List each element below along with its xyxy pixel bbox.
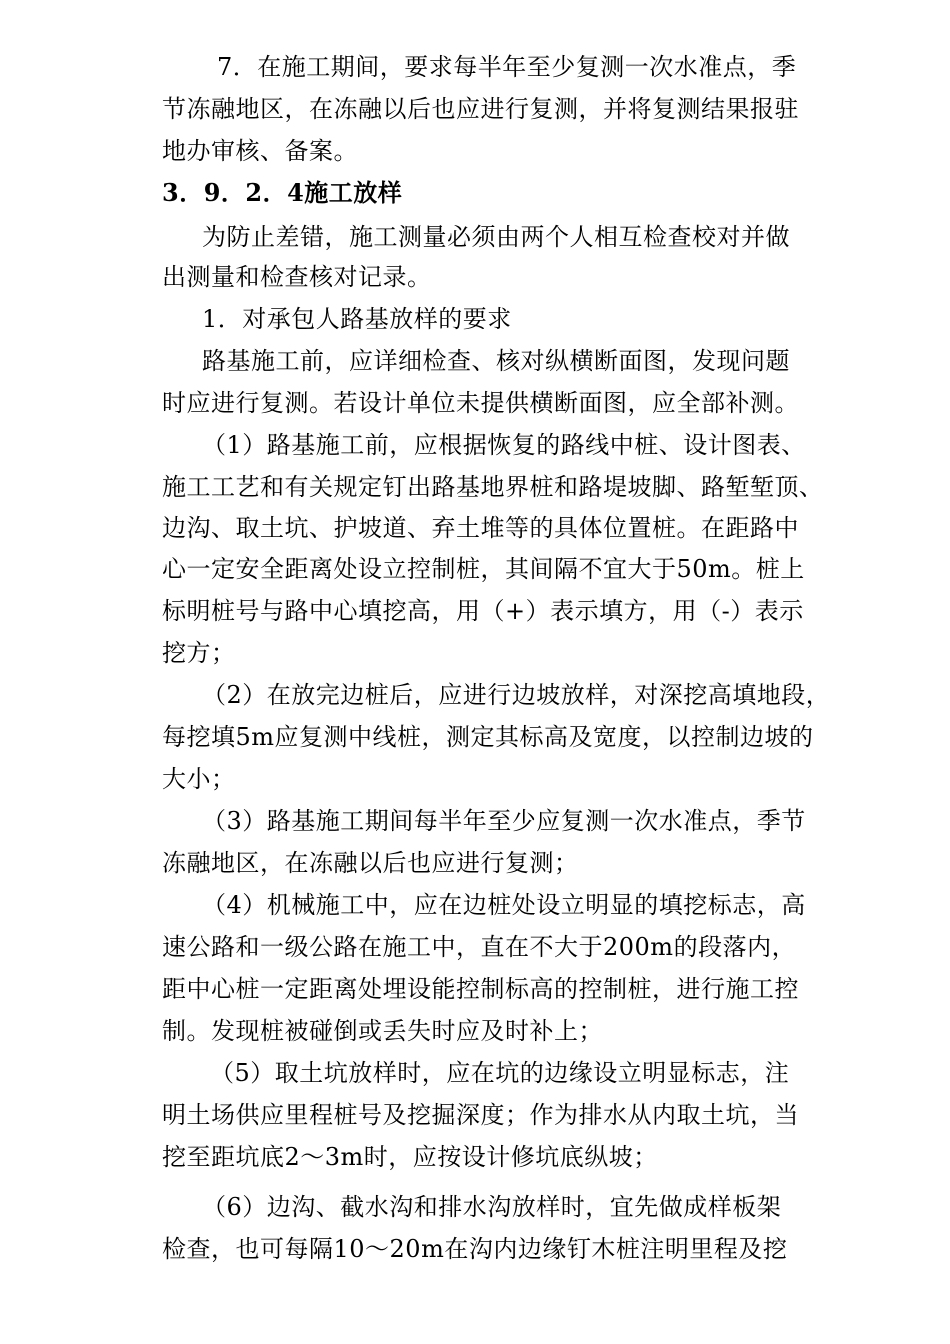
item-1-line-2: 施工工艺和有关规定钉出路基地界桩和路堤坡脚、路堑堑顶、: [162, 473, 824, 501]
paragraph-7-line-1: 7．在施工期间，要求每半年至少复测一次水准点，季: [217, 53, 797, 81]
req-intro-line-2: 时应进行复测。若设计单位未提供横断面图，应全部补测。: [162, 389, 799, 417]
req-intro-line-1: 路基施工前，应详细检查、核对纵横断面图，发现问题: [202, 347, 790, 375]
subheading-1: 1．对承包人路基放样的要求: [202, 305, 512, 333]
item-3-line-2: 冻融地区，在冻融以后也应进行复测；: [162, 849, 579, 877]
item-5-line-2: 明土场供应里程桩号及挖掘深度；作为排水从内取土坑，当: [162, 1101, 799, 1129]
item-6-line-2: 检查，也可每隔10～20m在沟内边缘钉木桩注明里程及挖: [162, 1235, 788, 1263]
paragraph-7-line-2: 节冻融地区，在冻融以后也应进行复测，并将复测结果报驻: [162, 95, 799, 123]
paragraph-7-line-3: 地办审核、备案。: [162, 137, 358, 165]
item-4-line-1: （4）机械施工中，应在边桩处设立明显的填挖标志，高: [202, 891, 806, 919]
section-heading: 3．9．2．4施工放样: [162, 178, 403, 207]
item-4-line-2: 速公路和一级公路在施工中，直在不大于200m的段落内，: [162, 933, 797, 961]
item-2-line-1: （2）在放完边桩后，应进行边坡放样，对深挖高填地段，: [202, 681, 831, 709]
item-2-line-2: 每挖填5m应复测中线桩，测定其标高及宽度，以控制边坡的: [162, 723, 814, 751]
item-4-line-3: 距中心桩一定距离处埋设能控制标高的控制桩，进行施工控: [162, 975, 799, 1003]
item-4-line-4: 制。发现桩被碰倒或丢失时应及时补上；: [162, 1017, 603, 1045]
item-1-line-6: 挖方；: [162, 639, 236, 667]
item-5-line-1: （5）取土坑放样时，应在坑的边缘设立明显标志，注: [210, 1059, 790, 1087]
item-1-line-1: （1）路基施工前，应根据恢复的路线中桩、设计图表、: [202, 431, 806, 459]
item-6-line-1: （6）边沟、截水沟和排水沟放样时，宜先做成样板架: [202, 1193, 782, 1221]
intro-line-1: 为防止差错，施工测量必须由两个人相互检查校对并做: [202, 223, 790, 251]
item-1-line-4: 心一定安全距离处设立控制桩，其间隔不宜大于50m。桩上: [162, 555, 805, 583]
item-3-line-1: （3）路基施工期间每半年至少应复测一次水准点，季节: [202, 807, 806, 835]
item-5-line-3: 挖至距坑底2～3m时，应按设计修坑底纵坡；: [162, 1143, 658, 1171]
item-2-line-3: 大小；: [162, 765, 236, 793]
item-1-line-5: 标明桩号与路中心填挖高，用（+）表示填方，用（-）表示: [162, 597, 804, 625]
intro-line-2: 出测量和检查核对记录。: [162, 263, 432, 291]
item-1-line-3: 边沟、取土坑、护坡道、弃土堆等的具体位置桩。在距路中: [162, 514, 799, 542]
